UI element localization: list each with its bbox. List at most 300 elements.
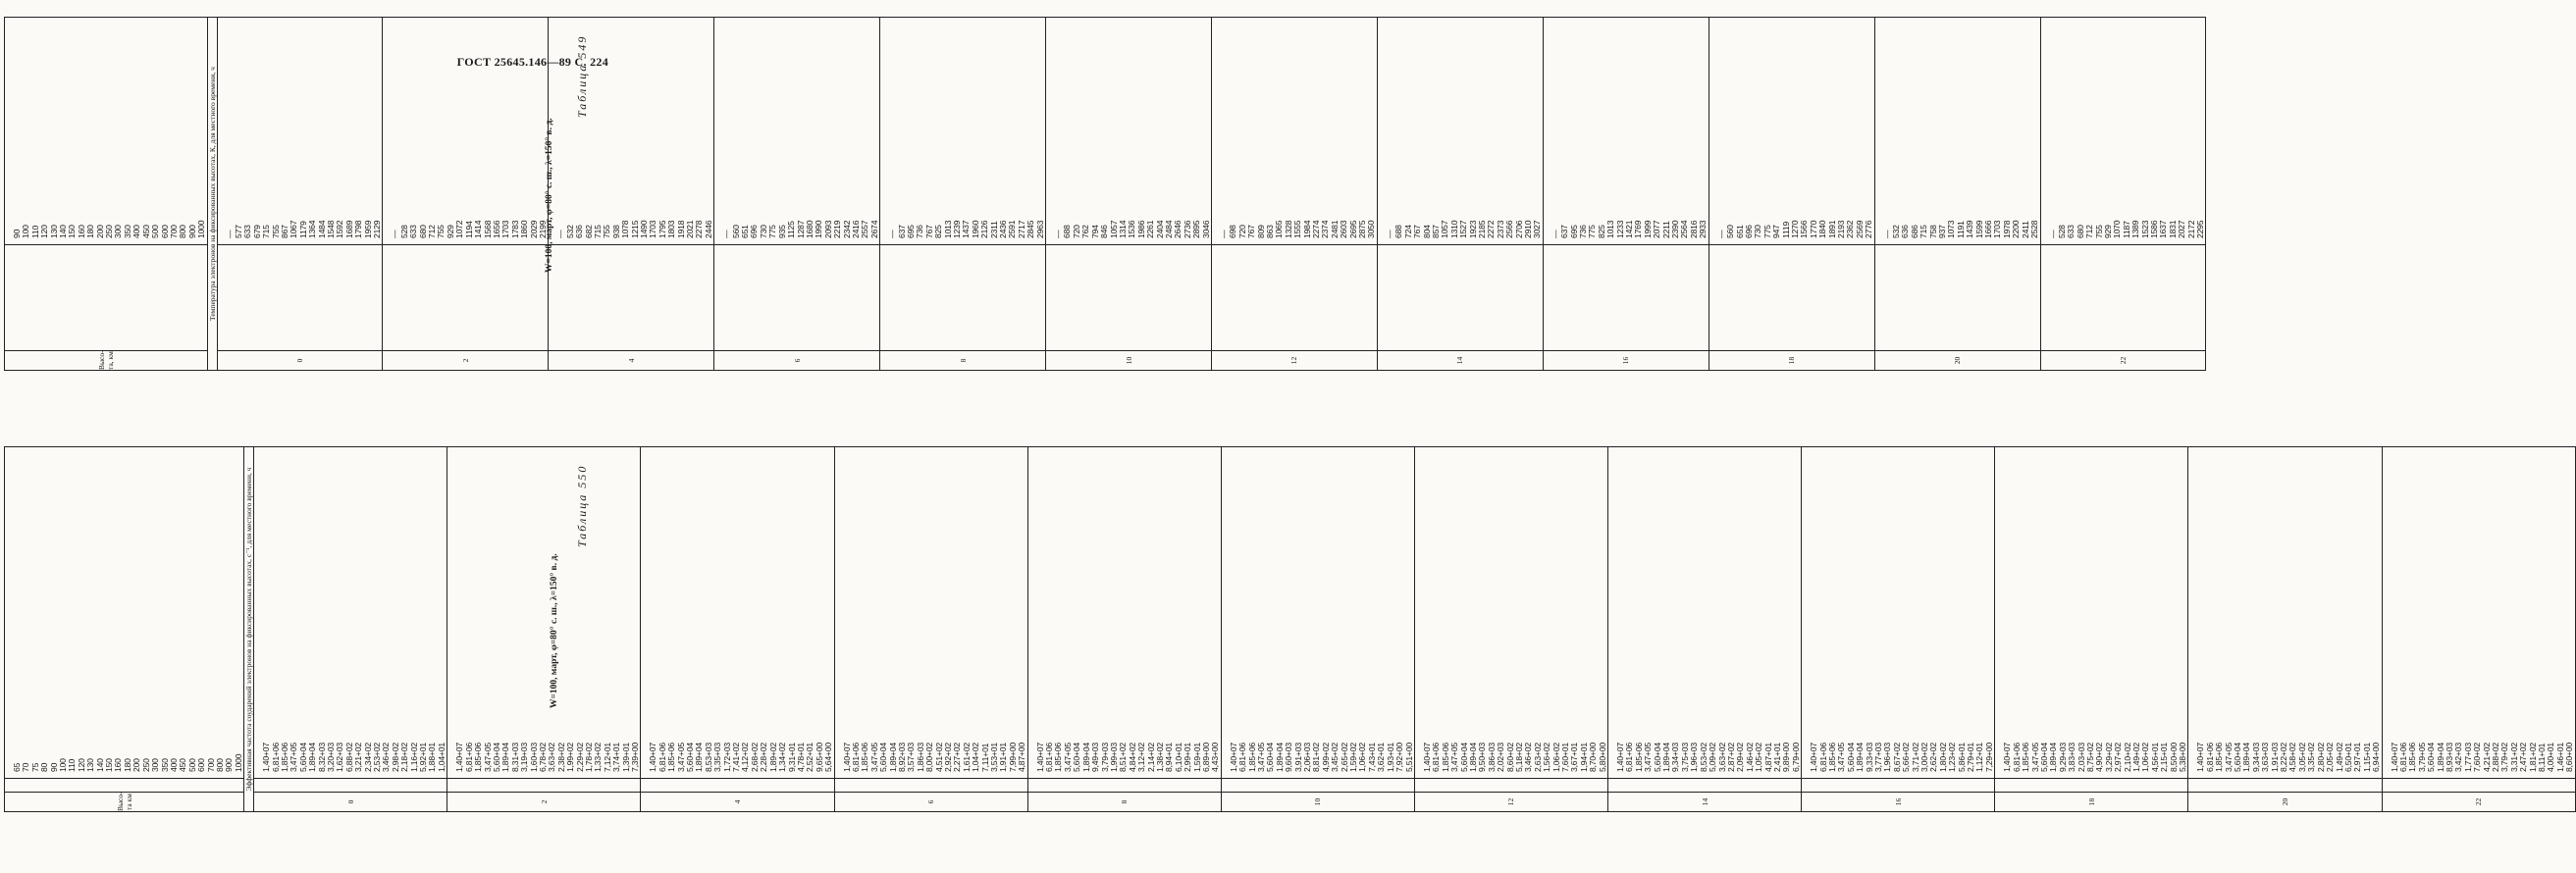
cell-value: 1,94+01 — [1578, 743, 1589, 772]
cell-value: 4,78+01 — [795, 743, 806, 772]
cell-value: 1,93+01 — [1385, 743, 1395, 772]
cell-value: — — [1384, 230, 1394, 238]
value-list — [649, 447, 833, 778]
cell-value: 1194 — [463, 221, 474, 238]
cell-value: 7,39+00 — [630, 743, 640, 772]
cell-value: 1923 — [1467, 220, 1478, 238]
cell-value: 3,31+02 — [2508, 743, 2519, 772]
cell-value: 688 — [1062, 225, 1073, 238]
cell-value: 1,85+06 — [1246, 743, 1257, 772]
value-list — [2196, 447, 2381, 778]
cell-value: 5,60+04 — [2426, 743, 2437, 772]
cell-value: 2436 — [998, 220, 1009, 238]
cell-value: 5,60+04 — [878, 743, 889, 772]
altitude-value: 300 — [113, 225, 124, 238]
cell-value: 1,40+07 — [1034, 743, 1045, 772]
cell-value: 2,15+01 — [2159, 743, 2170, 772]
cell-value: 8,53+02 — [1698, 743, 1709, 772]
cell-value: 6,81+06 — [2397, 743, 2408, 772]
altitude-values — [13, 18, 207, 244]
cell-value: 8,50+00 — [2168, 743, 2179, 772]
cell-value: 1703 — [648, 220, 658, 238]
cell-value: 2,06+03 — [1302, 743, 1313, 772]
cell-value: 2569 — [1854, 220, 1865, 238]
cell-value: 767 — [1246, 225, 1257, 238]
value-list — [843, 447, 1027, 778]
data-cell — [1709, 18, 1874, 245]
cell-value: 8,67+02 — [1891, 743, 1902, 772]
cell-value: 775 — [1587, 225, 1598, 238]
cell-value: 2,65+02 — [1339, 743, 1349, 772]
cell-value: 2274 — [1311, 220, 1322, 238]
data-cell — [1874, 18, 2040, 245]
spacer-cell — [641, 779, 834, 793]
hour-label: 4 — [549, 351, 714, 371]
cell-value: 696 — [749, 225, 760, 238]
cell-value: 1637 — [2158, 220, 2169, 238]
cell-value: 633 — [242, 225, 253, 238]
cell-value: 2311 — [988, 221, 999, 238]
spacer-cell — [1874, 245, 2040, 351]
spacer-cell — [1027, 779, 1221, 793]
cell-value: 3,47+05 — [1062, 743, 1073, 772]
cell-value: 3,47+05 — [1256, 743, 1266, 772]
cell-value: 2,99+01 — [1183, 743, 1193, 772]
cell-value: — — [390, 230, 400, 238]
cell-value: 1986 — [1135, 220, 1146, 238]
altitude-value: 100 — [21, 225, 31, 238]
cell-value: 1,78+02 — [583, 743, 594, 772]
cell-value: 5,66+02 — [1901, 743, 1912, 772]
cell-value: 1287 — [795, 220, 806, 238]
cell-value: 2,09+02 — [1735, 743, 1746, 772]
altitude-value: 160 — [76, 225, 86, 238]
cell-value: 1831 — [2167, 220, 2178, 238]
cell-value: 2776 — [1864, 220, 1874, 238]
cell-value: 1689 — [343, 220, 354, 238]
cell-value: 686 — [1909, 225, 1919, 238]
table-row — [2040, 18, 2206, 371]
cell-value: 1,89+04 — [1274, 743, 1285, 772]
data-cell — [2188, 447, 2382, 779]
cell-value: 637 — [1559, 225, 1570, 238]
cell-value: 1656 — [491, 220, 501, 238]
cell-value: 1,89+04 — [1661, 743, 1672, 772]
cell-value: 730 — [1753, 225, 1763, 238]
cell-value: 5,60+04 — [2233, 743, 2243, 772]
altitude-value: 110 — [29, 225, 40, 238]
table-conditions: W=100, март, φ=80° с. ш., λ=150° в. д. — [550, 553, 559, 708]
cell-value: 698 — [1228, 225, 1238, 238]
cell-value: 1,49+02 — [2130, 743, 2141, 772]
cell-value: 1328 — [1283, 220, 1293, 238]
hour-label: 6 — [834, 793, 1027, 812]
cell-value: 2,29+02 — [574, 743, 585, 772]
cell-value: 1310 — [1448, 220, 1459, 238]
cell-value: 1,89+04 — [1855, 743, 1866, 772]
value-list — [2003, 447, 2187, 778]
cell-value: 2,18+02 — [399, 743, 410, 772]
hour-label: 4 — [641, 793, 834, 812]
cell-value: 2,03+03 — [2076, 743, 2086, 772]
altitude-value: 180 — [122, 758, 132, 772]
cell-value: 7,92+00 — [1394, 743, 1405, 772]
cell-value: 755 — [602, 225, 612, 238]
cell-value: 633 — [408, 225, 419, 238]
spacer-cell — [1995, 779, 2188, 793]
value-list — [455, 447, 640, 778]
cell-value: 1,85+06 — [473, 743, 484, 772]
cell-value: 3,21+02 — [353, 743, 364, 772]
cell-value: 5,64+00 — [823, 743, 834, 772]
cell-value: 2374 — [1320, 220, 1331, 238]
cell-value: 1,40+07 — [1615, 743, 1626, 772]
cell-value: 3,47+05 — [2029, 743, 2040, 772]
cell-value: 5,60+04 — [1845, 743, 1856, 772]
data-cell — [1543, 18, 1709, 245]
cell-value: 715 — [592, 225, 603, 238]
cell-value: 1703 — [1992, 220, 2003, 238]
cell-value: 2342 — [841, 220, 852, 238]
cell-value: — — [1881, 230, 1892, 238]
hour-label: 12 — [1211, 351, 1377, 371]
cell-value: 2272 — [1486, 220, 1497, 238]
cell-value: 3,63+03 — [2260, 743, 2271, 772]
cell-value: 9,29+03 — [2057, 743, 2068, 772]
altitude-value: 400 — [131, 225, 142, 238]
cell-value: 1,16+02 — [408, 743, 419, 772]
cell-value: 6,81+06 — [1431, 743, 1442, 772]
cell-value: — — [1550, 230, 1560, 238]
cell-value: 1389 — [2130, 220, 2141, 238]
cell-value: 5,60+04 — [491, 743, 501, 772]
spacer-cell — [1802, 779, 1995, 793]
cell-value: 2,27+02 — [952, 743, 963, 772]
cell-value: 2093 — [822, 220, 833, 238]
table-row — [1709, 18, 1874, 371]
cell-value: 1270 — [1789, 220, 1800, 238]
cell-value: 682 — [583, 225, 594, 238]
cell-value: 775 — [767, 225, 778, 238]
hour-label: 10 — [1046, 351, 1212, 371]
data-cell — [641, 447, 834, 779]
cell-value: 736 — [915, 225, 925, 238]
cell-value: 1067 — [289, 220, 299, 238]
table-row — [834, 447, 1027, 812]
cell-value: 712 — [2084, 225, 2095, 238]
cell-value: 6,81+06 — [463, 743, 474, 772]
cell-value: 6,50+01 — [2342, 743, 2353, 772]
cell-value: 2816 — [1688, 220, 1699, 238]
cell-value: 6,81+06 — [1237, 743, 1248, 772]
cell-value: 2933 — [1698, 220, 1709, 238]
spacer-cell — [1543, 245, 1709, 351]
cell-value: 1960 — [970, 220, 980, 238]
alt-header: Высо- та, км — [5, 351, 208, 371]
altitude-values — [13, 447, 243, 778]
cell-value: 2295 — [2195, 220, 2205, 238]
cell-value: 1,39+01 — [620, 743, 631, 772]
table-row — [1608, 447, 1802, 812]
altitude-value: 80 — [39, 762, 50, 772]
cell-value: 1,33+02 — [593, 743, 604, 772]
spacer-cell — [1414, 779, 1607, 793]
cell-value: 1,46+02 — [1744, 743, 1755, 772]
altitude-value: 200 — [94, 225, 105, 238]
spacer-cell — [2382, 779, 2575, 793]
cell-value: 736 — [1578, 225, 1588, 238]
cell-value: 633 — [2066, 225, 2077, 238]
cell-value: 560 — [1725, 225, 1736, 238]
cell-value: 4,51+02 — [933, 743, 944, 772]
value-list — [1423, 447, 1607, 778]
cell-value: 680 — [2075, 225, 2085, 238]
cell-value: 3,63+02 — [547, 743, 557, 772]
cell-value: 1891 — [1826, 220, 1837, 238]
spacer-cell — [217, 245, 383, 351]
table-row — [641, 447, 834, 812]
data-cell — [1608, 447, 1802, 779]
cell-value: 2963 — [1034, 220, 1045, 238]
cell-value: 636 — [574, 225, 585, 238]
cell-value: 6,94+00 — [2371, 743, 2382, 772]
altitude-value: 450 — [140, 225, 151, 238]
cell-value: 2717 — [1016, 220, 1026, 238]
hour-label: 8 — [880, 351, 1046, 371]
cell-value: 1536 — [1127, 220, 1137, 238]
cell-value: 929 — [445, 225, 455, 238]
altitude-value: 100 — [58, 758, 69, 772]
cell-value: 2895 — [1191, 220, 1202, 238]
cell-value: 3,19+03 — [519, 743, 530, 772]
cell-value: 1421 — [1624, 220, 1635, 238]
altitude-value: 1000 — [196, 220, 207, 238]
cell-value: 767 — [1412, 225, 1423, 238]
cell-value: 3,63+02 — [1716, 743, 1727, 772]
cell-value: 5,51+00 — [1403, 743, 1414, 772]
cell-value: 1999 — [1642, 220, 1653, 238]
cell-value: 1072 — [454, 220, 465, 238]
cell-value: 7,11+01 — [979, 743, 990, 772]
hour-label: 0 — [217, 351, 383, 371]
cell-value: — — [887, 230, 898, 238]
cell-value: 1187 — [2121, 221, 2131, 238]
cell-value: 3,45+02 — [1330, 743, 1341, 772]
cell-value: 1,85+06 — [279, 743, 289, 772]
cell-value: 3,35+03 — [712, 743, 723, 772]
cell-value: 9,31+01 — [786, 743, 797, 772]
value-list — [1230, 447, 1414, 778]
cell-value: 1,12+01 — [1974, 743, 1985, 772]
cell-value: 2,41+01 — [1771, 743, 1782, 772]
cell-value: 1,85+06 — [1826, 743, 1837, 772]
cell-value: 1,81+02 — [2527, 743, 2538, 772]
cell-value: 1840 — [1817, 220, 1828, 238]
spacer-cell — [880, 245, 1046, 351]
cell-value: 1,91+03 — [2269, 743, 2280, 772]
cell-value: 3,57+03 — [906, 743, 917, 772]
cell-value: 938 — [610, 225, 621, 238]
cell-value: 3,47+05 — [1449, 743, 1460, 772]
cell-value: 7,12+01 — [602, 743, 612, 772]
cell-value: — — [224, 230, 235, 238]
cell-value: 1,06+02 — [1357, 743, 1368, 772]
cell-value: 2706 — [1513, 220, 1524, 238]
cell-value: 8,81+02 — [1311, 743, 1322, 772]
data-cell — [1027, 447, 1221, 779]
altitude-column — [5, 18, 208, 245]
spacer-cell — [714, 245, 880, 351]
altitude-value: 900 — [224, 758, 235, 772]
table-row — [1874, 18, 2040, 371]
cell-value: 680 — [417, 225, 428, 238]
hour-label: 12 — [1414, 793, 1607, 812]
cell-value: 1527 — [1458, 220, 1469, 238]
cell-value: 1770 — [1808, 220, 1818, 238]
cell-value: 2845 — [1025, 220, 1036, 238]
spacer-cell — [1211, 245, 1377, 351]
cell-value: 5,18+02 — [1513, 743, 1524, 772]
cell-value: 758 — [1927, 225, 1938, 238]
cell-value: 1078 — [620, 220, 631, 238]
cell-value: 1,04+01 — [436, 743, 447, 772]
cell-value: 679 — [251, 225, 262, 238]
spacer-cell — [1046, 245, 1212, 351]
cell-value: 2,05+02 — [2325, 743, 2336, 772]
value-list — [722, 18, 879, 244]
data-cell — [2382, 447, 2575, 779]
cell-value: 5,92+01 — [418, 743, 429, 772]
value-list — [1717, 18, 1874, 244]
table-number: Таблица 550 — [575, 464, 589, 547]
table-row — [714, 18, 880, 371]
table-549 — [4, 17, 2206, 371]
cell-value: 3,29+02 — [2103, 743, 2114, 772]
page-header: ГОСТ 25645.146—89 С. 224 — [456, 55, 608, 69]
altitude-value: 400 — [168, 758, 179, 772]
cell-value: 696 — [1743, 225, 1754, 238]
cell-value: 9,34+03 — [1670, 743, 1681, 772]
table-row — [1027, 447, 1221, 812]
cell-value: 1057 — [1440, 220, 1450, 238]
altitude-value: 300 — [150, 758, 161, 772]
table-row — [1377, 18, 1543, 371]
cell-value: 1,06+02 — [2140, 743, 2151, 772]
cell-value: 3,67+01 — [1569, 743, 1580, 772]
hour-label: 14 — [1377, 351, 1543, 371]
cell-value: 1,40+07 — [1809, 743, 1819, 772]
value-list — [1616, 447, 1801, 778]
cell-value: 5,60+04 — [685, 743, 696, 772]
value-list — [1220, 18, 1377, 244]
cell-value: 2646 — [1173, 220, 1183, 238]
cell-value: 846 — [1099, 225, 1110, 238]
cell-value: 3,77+03 — [1873, 743, 1883, 772]
cell-value: — — [721, 230, 732, 238]
cell-value: 1414 — [473, 220, 484, 238]
table-row — [1995, 447, 2188, 812]
cell-value: 3,91+03 — [1292, 743, 1303, 772]
table-row — [1211, 18, 1377, 371]
value-list — [1551, 18, 1709, 244]
cell-value: 4,84+02 — [1127, 743, 1137, 772]
cell-value: 6,78+02 — [537, 743, 548, 772]
cell-value: 1586 — [2148, 220, 2159, 238]
cell-value: 9,34+03 — [2250, 743, 2261, 772]
cell-value: 715 — [261, 225, 272, 238]
cell-value: 5,60+04 — [1072, 743, 1082, 772]
cell-value: 2,47+02 — [2518, 743, 2529, 772]
spacer-cell — [549, 245, 714, 351]
cell-value: 9,33+03 — [1864, 743, 1874, 772]
cell-value: — — [1218, 230, 1229, 238]
cell-value: 1314 — [1117, 220, 1128, 238]
cell-value: 2,52+01 — [805, 743, 815, 772]
cell-value: 688 — [1393, 225, 1404, 238]
cell-value: 2199 — [537, 220, 548, 238]
cell-value: 1,85+06 — [2214, 743, 2225, 772]
cell-value: 2,10+02 — [2122, 743, 2132, 772]
data-cell — [2040, 18, 2206, 245]
cell-value: 1,85+06 — [666, 743, 677, 772]
altitude-value: 90 — [12, 229, 22, 238]
table-row — [254, 447, 447, 812]
cell-value: 762 — [1080, 225, 1091, 238]
hour-label: 20 — [2188, 793, 2382, 812]
cell-value: 1439 — [1965, 220, 1975, 238]
cell-value: 2129 — [372, 220, 383, 238]
cell-value: 1984 — [1301, 220, 1312, 238]
table-conditions: W=100, март, φ=80° с. ш., λ=150° в. д. — [545, 118, 554, 273]
cell-value: 6,81+06 — [850, 743, 861, 772]
cell-value: 7,29+00 — [1983, 743, 1994, 772]
data-cell — [1211, 18, 1377, 245]
table-row — [2188, 447, 2382, 812]
data-cell — [834, 447, 1027, 779]
cell-value: 8,31+03 — [509, 743, 520, 772]
hour-label: 18 — [1709, 351, 1874, 371]
altitude-value: 700 — [205, 758, 216, 772]
altitude-column — [5, 447, 244, 779]
cell-value: 1978 — [2001, 220, 2012, 238]
cell-value: 2557 — [860, 220, 870, 238]
cell-value: 1,89+04 — [2241, 743, 2252, 772]
cell-value: 1215 — [629, 220, 640, 238]
cell-value: 2484 — [1163, 220, 1174, 238]
cell-value: 775 — [1761, 225, 1772, 238]
cell-value: 9,65+00 — [814, 743, 824, 772]
cell-value: 6,81+06 — [2011, 743, 2022, 772]
cell-value: 1437 — [961, 220, 972, 238]
cell-value: 1568 — [482, 220, 493, 238]
cell-value: 2,88+02 — [2491, 743, 2500, 772]
altitude-value: 800 — [178, 225, 188, 238]
altitude-value: 65 — [12, 762, 22, 772]
hour-label: 2 — [447, 793, 641, 812]
cell-value: 1,40+07 — [2389, 743, 2399, 772]
altitude-value: 140 — [58, 225, 69, 238]
cell-value: 1,85+06 — [860, 743, 870, 772]
cell-value: 1860 — [519, 220, 530, 238]
cell-value: 857 — [1430, 225, 1441, 238]
cell-value: 809 — [1255, 225, 1266, 238]
cell-value: 8,94+01 — [1164, 743, 1175, 772]
altitude-value: 350 — [159, 758, 170, 772]
cell-value: 1,15+01 — [2361, 743, 2372, 772]
cell-value: 2219 — [832, 220, 843, 238]
altitude-value: 500 — [150, 225, 161, 238]
table-row — [217, 18, 383, 371]
